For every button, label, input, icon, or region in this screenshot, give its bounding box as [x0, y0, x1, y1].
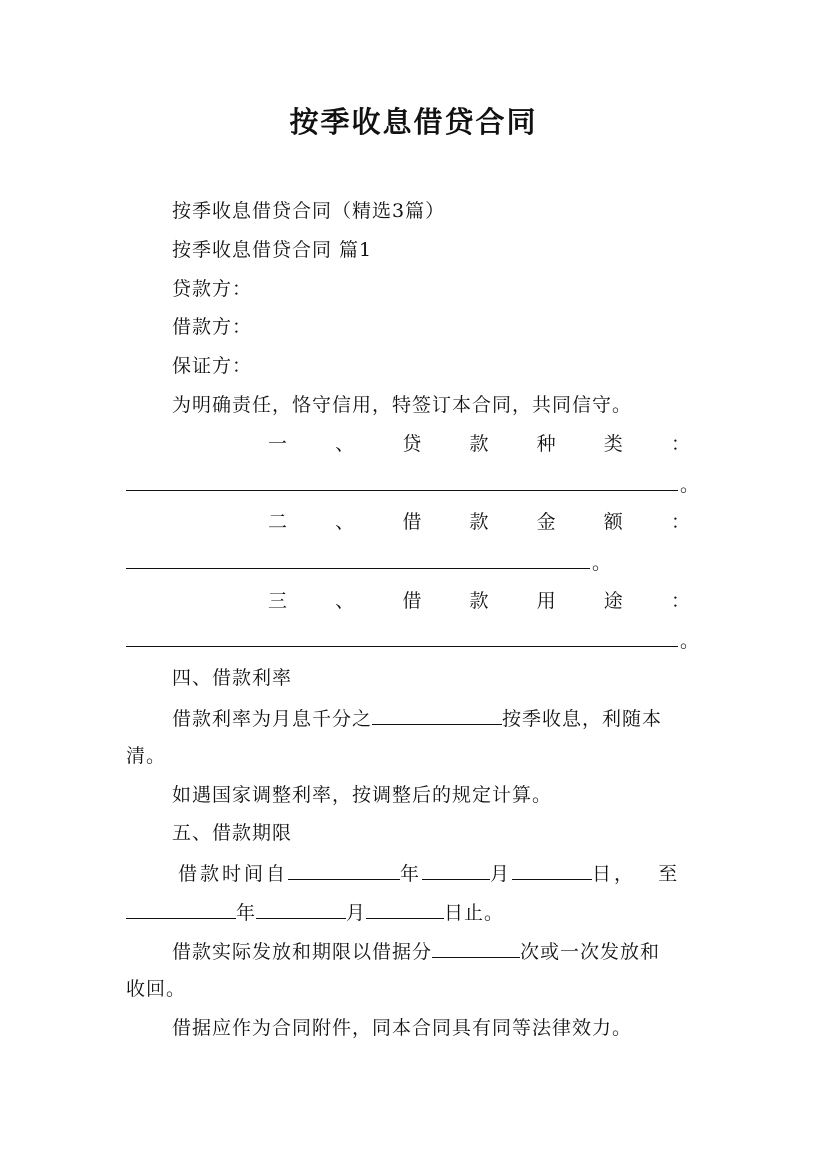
- section-char: ：: [670, 511, 690, 533]
- start-month-blank: [422, 859, 490, 880]
- section-char: 金: [536, 511, 556, 533]
- guarantor-label: 保证方：: [172, 355, 253, 377]
- term-text: 至: [658, 863, 681, 885]
- start-year-blank: [288, 859, 400, 880]
- document-title: 按季收息借贷合同: [289, 105, 538, 139]
- section-2-period: 。: [592, 552, 612, 574]
- loan-type-blank: [126, 490, 678, 491]
- section-char: ：: [670, 433, 690, 455]
- borrower-label: 借款方：: [172, 316, 253, 338]
- section-char: 一: [268, 433, 288, 455]
- section-char: ：: [670, 590, 690, 612]
- rate-blank: [372, 704, 502, 725]
- section-char: 借: [402, 590, 422, 612]
- disburse-text: 借款实际发放和期限以借据分: [172, 941, 433, 963]
- section-char: 、: [335, 511, 355, 533]
- section-char: 贷: [402, 433, 422, 455]
- term-text: 月: [346, 902, 367, 924]
- rate-text: 按季收息，利随本: [502, 708, 663, 730]
- receipt-clause: 借据应作为合同附件，同本合同具有同等法律效力。: [172, 1017, 633, 1039]
- section-char: 、: [335, 590, 355, 612]
- term-text: 年: [236, 902, 257, 924]
- preamble: 为明确责任，恪守信用，特签订本合同，共同信守。: [172, 394, 633, 416]
- section-1-heading: [268, 431, 690, 457]
- lender-label: 贷款方：: [172, 278, 253, 300]
- interest-rate-clause: [172, 704, 662, 732]
- term-clause-cont: [126, 898, 504, 926]
- section-char: 二: [268, 511, 288, 533]
- interest-rate-clause-cont: 清。: [126, 745, 167, 767]
- section-char: 款: [469, 433, 489, 455]
- term-text: 日止。: [444, 902, 505, 924]
- section-char: 、: [335, 433, 355, 455]
- disbursement-clause: [172, 937, 660, 965]
- loan-purpose-blank: [126, 646, 678, 647]
- section-1-period: 。: [680, 474, 700, 496]
- disburse-text: 次或一次发放和: [520, 941, 661, 963]
- term-text: 年: [400, 863, 423, 885]
- rate-adjust-clause: 如遇国家调整利率，按调整后的规定计算。: [172, 784, 553, 806]
- chapter-heading: 按季收息借贷合同 篇1: [172, 239, 373, 261]
- section-3-period: 。: [680, 630, 700, 652]
- term-text: 借款时间自: [178, 863, 289, 885]
- section-char: 借: [402, 511, 422, 533]
- start-day-blank: [512, 859, 592, 880]
- section-char: 款: [469, 590, 489, 612]
- disburse-count-blank: [432, 937, 520, 958]
- section-4-heading: 四、借款利率: [172, 667, 293, 689]
- section-char: 途: [603, 590, 623, 612]
- section-char: 三: [268, 590, 288, 612]
- rate-text: 借款利率为月息千分之: [172, 708, 373, 730]
- end-day-blank: [366, 898, 444, 919]
- subtitle: 按季收息借贷合同（精选3篇）: [172, 200, 446, 222]
- term-text: 月: [490, 863, 513, 885]
- section-char: 用: [536, 590, 556, 612]
- section-char: 种: [536, 433, 556, 455]
- section-2-heading: [268, 509, 690, 535]
- section-char: 款: [469, 511, 489, 533]
- term-text: 日，: [592, 863, 637, 885]
- section-char: 类: [603, 433, 623, 455]
- section-3-heading: [268, 588, 690, 614]
- term-clause: [178, 859, 680, 887]
- end-month-blank: [256, 898, 346, 919]
- loan-amount-blank: [126, 568, 590, 569]
- section-5-heading: 五、借款期限: [172, 822, 293, 844]
- section-char: 额: [603, 511, 623, 533]
- disbursement-clause-cont: 收回。: [126, 978, 187, 1000]
- end-year-blank: [126, 898, 236, 919]
